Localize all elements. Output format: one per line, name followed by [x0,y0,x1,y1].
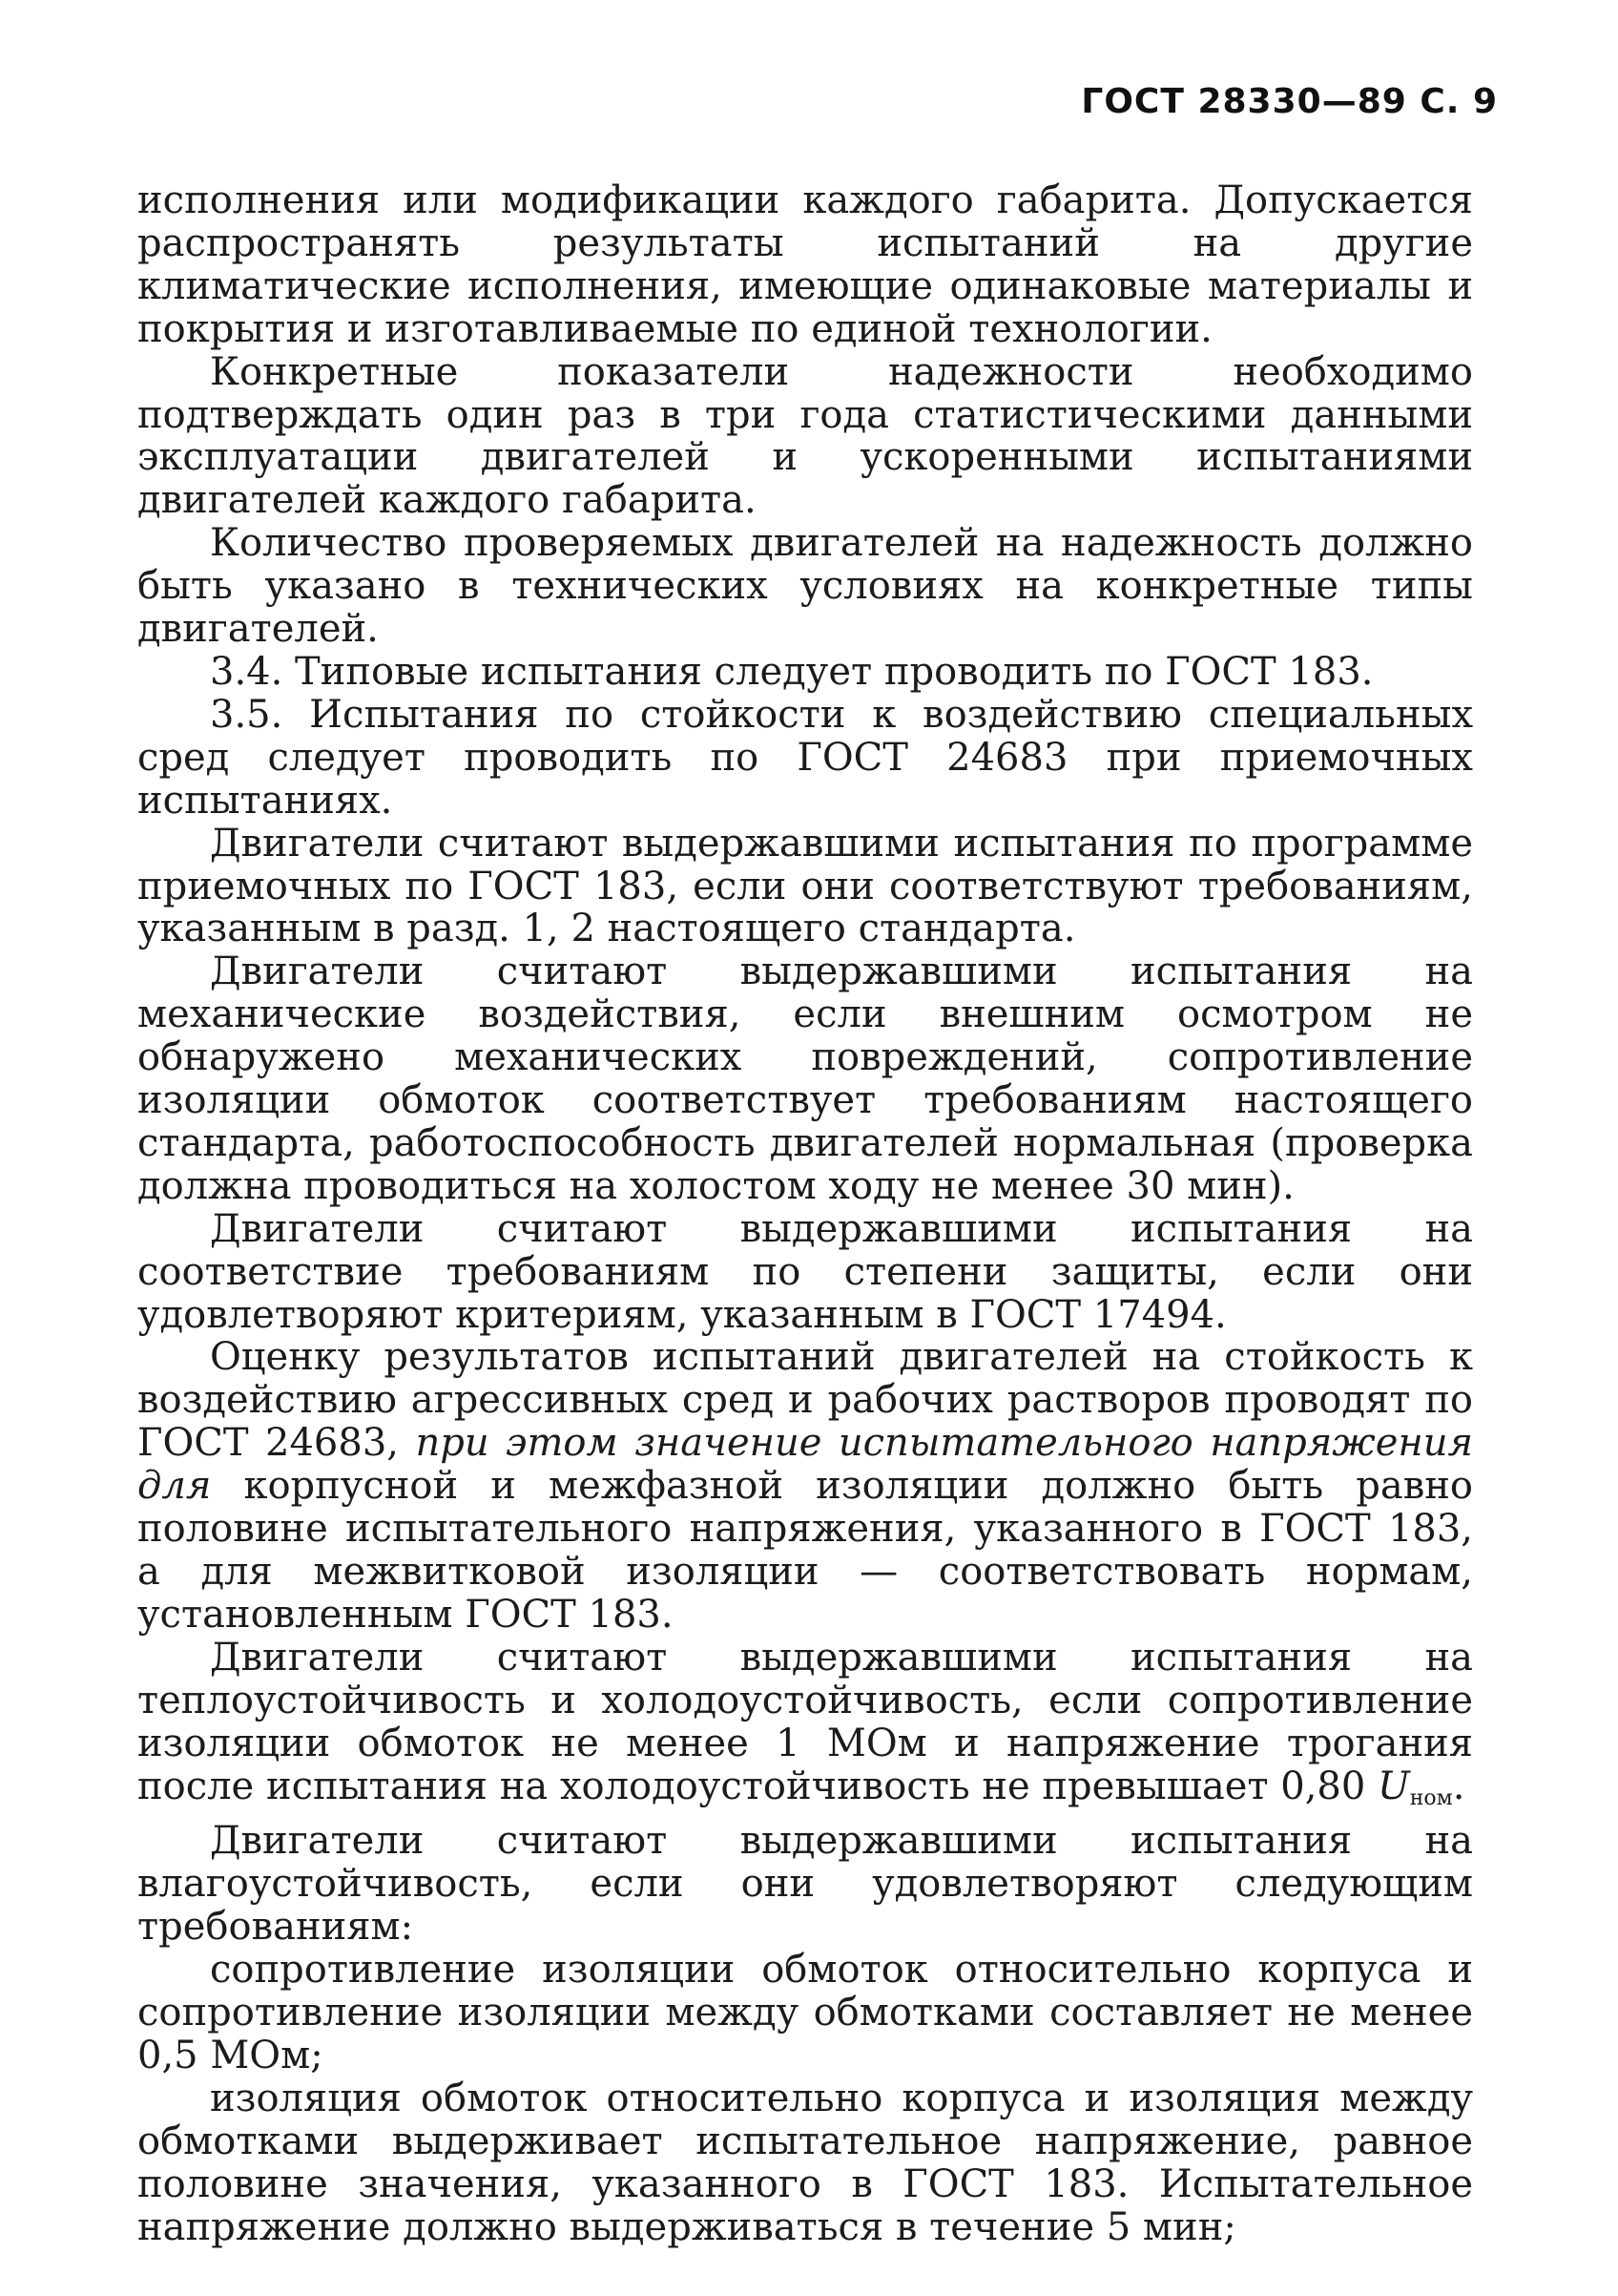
voltage-symbol: U [1378,1764,1410,1808]
italic-segment: при этом значение испытательного напряжения для [137,1421,1473,1509]
voltage-subscript: ном [1409,1785,1453,1810]
list-item-test-voltage: изоляция обмоток относительно корпуса и изоляция между обмотками выдерживает испытательное напряжение, равное половине значения, указанного в ГОСТ 183. Испытательное напряжение должно выдерживаться в течение 5 мин; [137,2076,1473,2249]
paragraph-number-of-motors: Количество проверяемых двигателей на надежность должно быть указано в технических условиях на конкретные типы двигателей. [137,521,1473,652]
running-head: ГОСТ 28330—89 С. 9 [1081,82,1498,121]
paragraph-reliability-indicators: Конкретные показатели надежности необходимо подтверждать один раз в три года статистическими данными эксплуатации двигателей и ускоренными испытаниями двигателей каждого габарита. [137,349,1473,523]
document-body [137,179,1473,2249]
text-segment: . [1452,1764,1465,1808]
text-segment: Двигатели считают выдержавшими испытания на теплоустойчивость и холодоустойчивость, если сопротивление изоляции обмоток не менее 1 МОм и напряжение трогания после испытания на холодоустойчивость не превышает 0,80 [137,1635,1473,1808]
clause-3-5: 3.5. Испытания по стойкости к воздействию специальных сред следует проводить по ГОСТ 24683 при приемочных испытаниях. [137,692,1473,823]
paragraph-protection-degree: Двигатели считают выдержавшими испытания на соответствие требованиям по степени защиты, если они удовлетворяют критериям, указанным в ГОСТ 17494. [137,1206,1473,1337]
paragraph-moisture-resistance: Двигатели считают выдержавшими испытания на влагоустойчивость, если они удовлетворяют следующим требованиям: [137,1819,1473,1950]
paragraph-continuation: исполнения или модификации каждого габарита. Допускается распространять результаты испытаний на другие климатические исполнения, имеющие одинаковые материалы и покрытия и изготавливаемые по единой технологии. [137,178,1473,351]
paragraph-heat-cold-resistance [137,1637,1473,1821]
paragraph-mechanical-impact: Двигатели считают выдержавшими испытания на механические воздействия, если внешним осмотром не обнаружено механических повреждений, сопротивление изоляции обмоток соответствует требованиям настоящего стандарта, работоспособность двигателей нормальная (проверка должна проводиться на холостом ходу не менее 30 мин). [137,950,1473,1208]
clause-3-4: 3.4. Типовые испытания следует проводить по ГОСТ 183. [210,649,1374,694]
paragraph-acceptance-program: Двигатели считают выдержавшими испытания по программе приемочных по ГОСТ 183, если они соответствуют требованиям, указанным в разд. 1, 2 настоящего стандарта. [137,821,1473,951]
text-segment: корпусной и межфазной изоляции должно быть равно половине испытательного напряжения, указанного в ГОСТ 183, а для межвитковой изоляции — соответствовать нормам, установленным ГОСТ 183. [137,1464,1473,1637]
list-item-insulation-resistance: сопротивление изоляции обмоток относительно корпуса и сопротивление изоляции между обмотками составляет не менее 0,5 МОм; [137,1948,1473,2077]
text-segment: Оценку результатов испытаний двигателей на стойкость к воздействию агрессивных сред и рабочих растворов проводят по ГОСТ 24683, [137,1335,1473,1466]
paragraph-aggressive-media [137,1336,1473,1636]
